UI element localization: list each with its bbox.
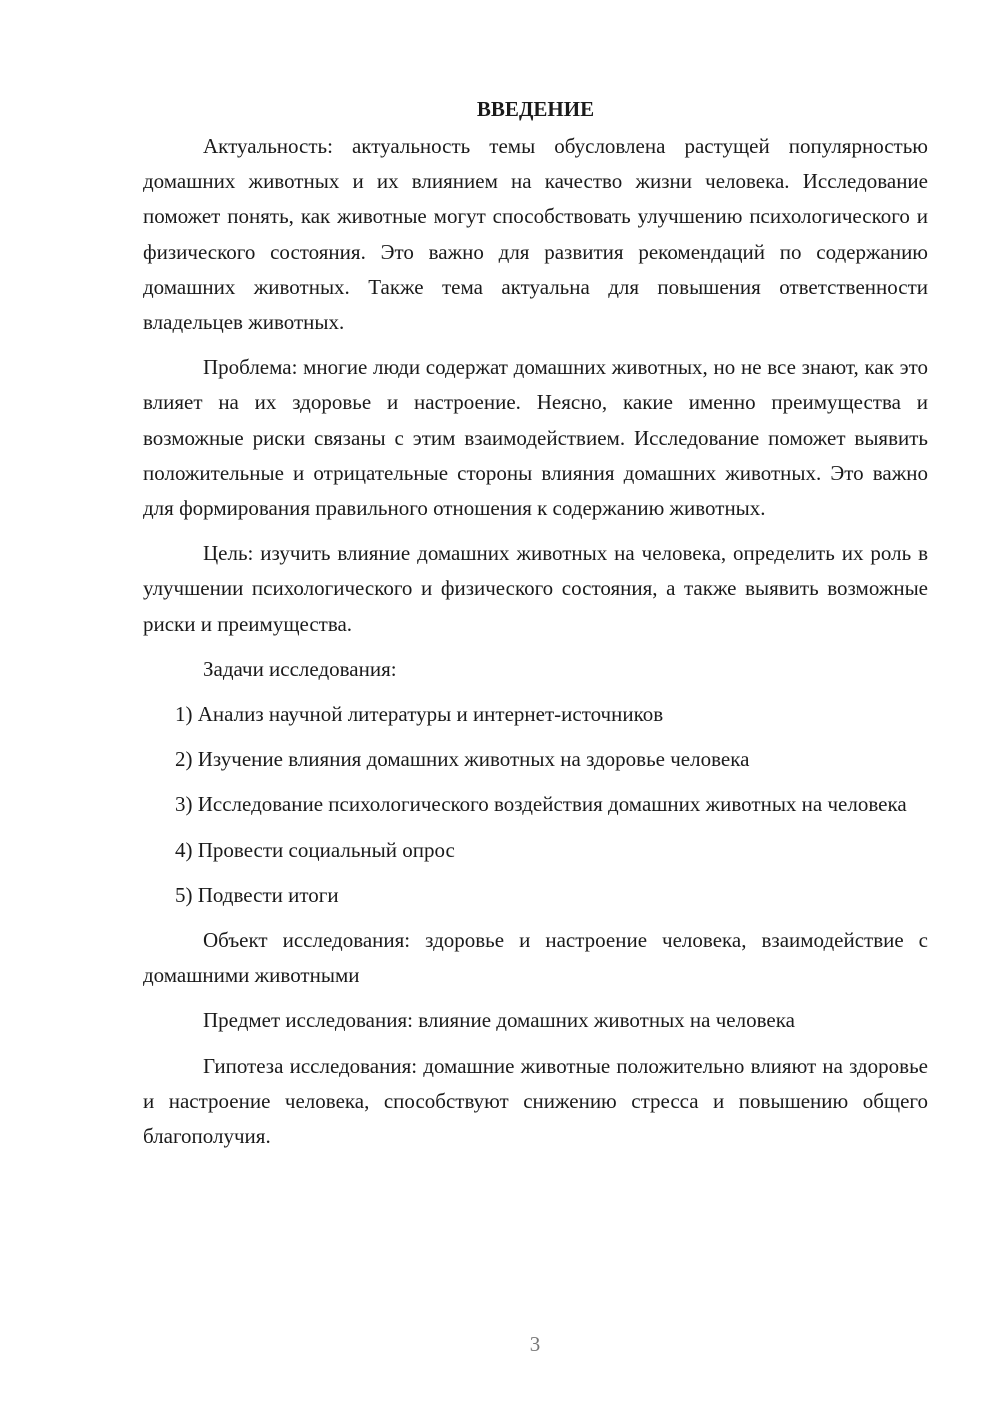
page-title: ВВЕДЕНИЕ	[476, 97, 595, 121]
paragraph-hypothesis: Гипотеза исследования: домашние животные положительно влияют на здоровье и настроение человека, способствуют снижению стресса и повышению общего благополучия.	[143, 1053, 928, 1149]
task-item-3: 3) Исследование психологического воздействия домашних животных на человека	[175, 792, 907, 817]
paragraph-relevance: Актуальность: актуальность темы обусловлена растущей популярностью домашних животных и их влиянием на качество жизни человека. Исследование поможет понять, как животные могут способствовать улучшению психологического и физического состояния. Это важно для развития рекомендаций по содержанию домашних животных. Также тема актуальна для повышения ответственности владельцев животных.	[143, 134, 928, 335]
task-item-2: 2) Изучение влияния домашних животных на здоровье человека	[175, 747, 750, 772]
task-item-5: 5) Подвести итоги	[175, 882, 339, 907]
task-item-1: 1) Анализ научной литературы и интернет-источников	[175, 702, 664, 727]
document-body	[143, 92, 928, 1154]
page-number: 3	[529, 1332, 541, 1356]
task-item-4: 4) Провести социальный опрос	[175, 837, 455, 862]
paragraph-problem: Проблема: многие люди содержат домашних животных, но не все знают, как это влияет на их здоровье и настроение. Неясно, какие именно преимущества и возможные риски связаны с этим взаимодействием. Исследование поможет выявить положительные и отрицательные стороны влияния домашних животных. Это важно для формирования правильного отношения к содержанию животных.	[143, 355, 928, 521]
paragraph-object: Объект исследования: здоровье и настроение человека, взаимодействие с домашними животными	[143, 928, 928, 988]
paragraph-subject: Предмет исследования: влияние домашних животных на человека	[203, 1008, 795, 1033]
tasks-heading: Задачи исследования:	[203, 656, 397, 681]
paragraph-goal: Цель: изучить влияние домашних животных на человека, определить их роль в улучшении психологического и физического состояния, а также выявить возможные риски и преимущества.	[143, 541, 928, 636]
